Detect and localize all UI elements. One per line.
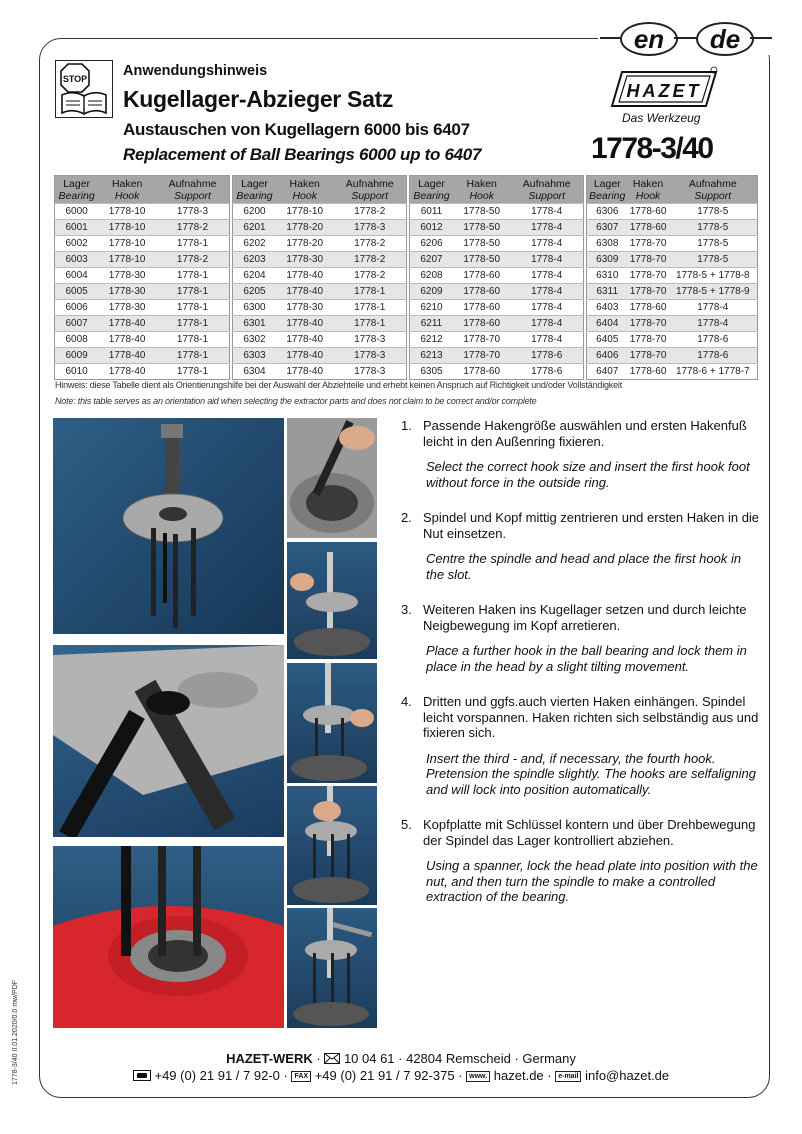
- mail-envelope-icon: [324, 1052, 340, 1067]
- table-row: [233, 364, 407, 380]
- table-cell: 1778-4: [510, 300, 583, 316]
- table-row: [233, 220, 407, 236]
- table-header-row: [587, 176, 758, 204]
- table-cell: 1778-60: [453, 364, 510, 380]
- table-cell: 6407: [587, 364, 628, 380]
- table-cell: 1778-50: [453, 220, 510, 236]
- table-cell: 1778-4: [510, 220, 583, 236]
- step-3: [401, 602, 761, 674]
- table-cell: 1778-5: [669, 204, 758, 220]
- table-cell: 6207: [410, 252, 454, 268]
- step-text-en: Place a further hook in the ball bearing and lock them in place in the head by a slight tilting movement.: [426, 643, 747, 674]
- table-row: [410, 252, 584, 268]
- table-cell: 1778-40: [276, 284, 333, 300]
- table-cell: 1778-3: [333, 332, 406, 348]
- table-cell: 1778-70: [628, 284, 669, 300]
- table-cell: 1778-30: [98, 300, 156, 316]
- table-cell: 1778-3: [156, 204, 230, 220]
- footer-address-line: HAZET-WERK · 10 04 61 · 42804 Remscheid · Germany: [226, 1051, 576, 1066]
- table-cell: 6204: [233, 268, 277, 284]
- table-cell: 6209: [410, 284, 454, 300]
- table-row: [55, 300, 230, 316]
- table-cell: 1778-4: [510, 252, 583, 268]
- table-cell: 1778-40: [98, 332, 156, 348]
- header-hook: Haken Hook: [98, 176, 156, 204]
- table-row: [55, 316, 230, 332]
- table-cell: 1778-70: [628, 332, 669, 348]
- footer-contact-line: [0, 1068, 802, 1084]
- header-bearing: Lager Bearing: [587, 176, 628, 204]
- table-cell: 6304: [233, 364, 277, 380]
- table-cell: 1778-1: [156, 316, 230, 332]
- table-row: [587, 284, 758, 300]
- table-cell: 1778-30: [98, 284, 156, 300]
- table-cell: 6010: [55, 364, 99, 380]
- table-row: [410, 300, 584, 316]
- photo-red-stand: [53, 846, 284, 1028]
- table-cell: 6007: [55, 316, 99, 332]
- table-cell: 6203: [233, 252, 277, 268]
- subtitle-en: Replacement of Ball Bearings 6000 up to 6407: [123, 145, 482, 164]
- table-row: [587, 268, 758, 284]
- table-cell: 1778-3: [333, 220, 406, 236]
- bearing-table-2: [232, 175, 407, 380]
- footer-company: HAZET-WERK: [226, 1051, 313, 1066]
- table-cell: 6307: [587, 220, 628, 236]
- step-4: [401, 694, 761, 797]
- table-cell: 1778-50: [453, 252, 510, 268]
- photo-step-3: [287, 663, 377, 783]
- footer-address: 10 04 61 · 42804 Remscheid · Germany: [343, 1051, 576, 1066]
- table-cell: 1778-5: [669, 252, 758, 268]
- table-row: [233, 236, 407, 252]
- table-cell: 6311: [587, 284, 628, 300]
- table-row: [233, 268, 407, 284]
- table-row: [233, 332, 407, 348]
- photo-puller-set: [53, 418, 284, 634]
- table-cell: 1778-2: [156, 220, 230, 236]
- fax-icon: FAX: [291, 1071, 311, 1082]
- table-cell: 1778-70: [628, 316, 669, 332]
- table-cell: 6012: [410, 220, 454, 236]
- table-cell: 6403: [587, 300, 628, 316]
- table-row: [55, 268, 230, 284]
- step-text-en: Insert the third - and, if necessary, the fourth hook. Pretension the spindle slightly. The hooks are selfaligning and will lock into position automatically.: [426, 750, 757, 797]
- table-cell: 1778-10: [276, 204, 333, 220]
- table-cell: 6305: [410, 364, 454, 380]
- table-cell: 1778-1: [333, 300, 406, 316]
- header-support: Aufnahme Support: [333, 176, 406, 204]
- table-row: [587, 332, 758, 348]
- email-icon: e-mail: [555, 1071, 581, 1082]
- bearing-table-4: [586, 175, 758, 380]
- table-cell: 1778-60: [628, 300, 669, 316]
- table-cell: 1778-50: [453, 236, 510, 252]
- table-cell: 1778-2: [333, 204, 406, 220]
- header-bearing: Lager Bearing: [55, 176, 99, 204]
- table-row: [410, 220, 584, 236]
- step-text-en: Select the correct hook size and insert the first hook foot without force in the outside ring.: [426, 459, 750, 490]
- table-row: [233, 284, 407, 300]
- table-cell: 1778-5 + 1778-8: [669, 268, 758, 284]
- table-cell: 1778-70: [628, 268, 669, 284]
- table-cell: 6008: [55, 332, 99, 348]
- table-header-row: [410, 176, 584, 204]
- header-hook: Haken Hook: [276, 176, 333, 204]
- step-text-en: Using a spanner, lock the head plate into position with the nut, and then turn the spindle to make a controlled extraction of the bearing.: [426, 858, 758, 904]
- table-row: [410, 348, 584, 364]
- photo-step-2: [287, 542, 377, 659]
- lang-line-right: [750, 37, 772, 39]
- table-cell: 1778-1: [333, 284, 406, 300]
- photo-closeup-hook: [53, 645, 284, 837]
- table-cell: 1778-4: [510, 284, 583, 300]
- table-cell: 1778-1: [156, 348, 230, 364]
- table-cell: 1778-3: [333, 348, 406, 364]
- table-row: [233, 300, 407, 316]
- table-cell: 1778-1: [156, 364, 230, 380]
- table-header-row: [55, 176, 230, 204]
- table-cell: 1778-70: [628, 252, 669, 268]
- header-support: Aufnahme Support: [156, 176, 230, 204]
- step-2: [401, 510, 761, 582]
- step-number: 5.: [401, 817, 412, 832]
- table-cell: 6005: [55, 284, 99, 300]
- table-cell: 6006: [55, 300, 99, 316]
- header-bearing: Lager Bearing: [233, 176, 277, 204]
- table-cell: 6208: [410, 268, 454, 284]
- table-cell: 1778-60: [453, 316, 510, 332]
- stop-book-icon: [55, 60, 113, 118]
- lang-line-left: [600, 37, 620, 39]
- lang-de-badge[interactable]: de: [696, 22, 754, 56]
- table-row: [233, 316, 407, 332]
- table-cell: 1778-40: [276, 332, 333, 348]
- photo-step-5: [287, 908, 377, 1028]
- table-cell: 1778-60: [628, 220, 669, 236]
- table-cell: 1778-1: [156, 300, 230, 316]
- table-cell: 6200: [233, 204, 277, 220]
- doc-label: Anwendungshinweis: [123, 63, 268, 79]
- step-5: [401, 817, 761, 905]
- table-cell: 6308: [587, 236, 628, 252]
- table-row: [587, 300, 758, 316]
- step-number: 4.: [401, 694, 412, 709]
- table-cell: 1778-50: [453, 204, 510, 220]
- table-cell: 1778-1: [156, 268, 230, 284]
- instruction-steps: [401, 418, 761, 925]
- table-cell: 1778-6 + 1778-7: [669, 364, 758, 380]
- header-hook: Haken Hook: [453, 176, 510, 204]
- table-cell: 1778-40: [276, 316, 333, 332]
- table-cell: 1778-3: [333, 364, 406, 380]
- footer-web[interactable]: hazet.de ·: [493, 1068, 552, 1083]
- table-cell: 1778-1: [156, 332, 230, 348]
- bearing-table-1: [54, 175, 230, 380]
- note-de: Hinweis: diese Tabelle dient als Orientierungshilfe bei der Auswahl der Abziehteile und erhebt keinen Anspruch auf Richtigkeit und/oder Vollständigkeit: [55, 380, 623, 390]
- step-1: [401, 418, 761, 490]
- table-cell: 1778-4: [510, 332, 583, 348]
- table-cell: 1778-10: [98, 204, 156, 220]
- table-cell: 1778-30: [98, 268, 156, 284]
- table-cell: 1778-10: [98, 252, 156, 268]
- table-row: [587, 364, 758, 380]
- article-number: 1778-3/40: [591, 132, 713, 165]
- table-row: [410, 236, 584, 252]
- table-row: [410, 284, 584, 300]
- page-title: Kugellager-Abzieger Satz: [123, 86, 394, 112]
- table-cell: 6004: [55, 268, 99, 284]
- header-hook: Haken Hook: [628, 176, 669, 204]
- table-cell: 1778-6: [669, 348, 758, 364]
- table-cell: 1778-30: [276, 252, 333, 268]
- table-cell: 6212: [410, 332, 454, 348]
- table-row: [55, 332, 230, 348]
- table-row: [55, 204, 230, 220]
- document-code: 1778-3/40 II.01.2020/0.0 mw/PDF: [12, 979, 19, 1085]
- header-support: Aufnahme Support: [510, 176, 583, 204]
- table-cell: 1778-5 + 1778-9: [669, 284, 758, 300]
- table-cell: 6011: [410, 204, 454, 220]
- step-text-en: Centre the spindle and head and place the first hook in the slot.: [426, 551, 742, 582]
- table-row: [587, 316, 758, 332]
- step-text-de: Weiteren Haken ins Kugellager setzen und durch leichte Neigbewegung im Kopf arretieren.: [423, 602, 747, 633]
- table-cell: 1778-6: [510, 364, 583, 380]
- table-cell: 1778-60: [453, 268, 510, 284]
- table-cell: 1778-4: [669, 316, 758, 332]
- table-cell: 6302: [233, 332, 277, 348]
- svg-text:STOP: STOP: [62, 74, 88, 84]
- table-cell: 6210: [410, 300, 454, 316]
- table-row: [55, 220, 230, 236]
- table-cell: 1778-4: [510, 236, 583, 252]
- subtitle-de: Austauschen von Kugellagern 6000 bis 6407: [123, 120, 470, 139]
- table-row: [55, 364, 230, 380]
- table-cell: 1778-6: [669, 332, 758, 348]
- table-cell: 1778-1: [333, 316, 406, 332]
- table-cell: 1778-10: [98, 236, 156, 252]
- svg-text:HAZET: HAZET: [626, 81, 702, 101]
- table-cell: 1778-5: [669, 236, 758, 252]
- table-cell: 1778-4: [669, 300, 758, 316]
- table-row: [233, 252, 407, 268]
- table-cell: 6201: [233, 220, 277, 236]
- step-text-de: Spindel und Kopf mittig zentrieren und ersten Haken in die Nut einsetzen.: [423, 510, 760, 541]
- logo-tagline: Das Werkzeug: [622, 111, 701, 125]
- table-cell: 1778-70: [628, 348, 669, 364]
- table-row: [410, 332, 584, 348]
- table-cell: 6000: [55, 204, 99, 220]
- table-cell: 1778-2: [333, 252, 406, 268]
- table-cell: 1778-60: [628, 364, 669, 380]
- table-cell: 6001: [55, 220, 99, 236]
- table-row: [55, 348, 230, 364]
- table-cell: 1778-60: [628, 204, 669, 220]
- table-cell: 1778-70: [453, 348, 510, 364]
- table-row: [410, 204, 584, 220]
- table-row: [587, 348, 758, 364]
- photo-step-1: [287, 418, 377, 538]
- step-text-de: Kopfplatte mit Schlüssel kontern und über Drehbewegung der Spindel das Lager kontrolliert abziehen.: [423, 817, 756, 848]
- photo-step-4: [287, 786, 377, 905]
- table-row: [233, 204, 407, 220]
- table-cell: 6213: [410, 348, 454, 364]
- table-cell: 1778-2: [333, 268, 406, 284]
- header-support: Aufnahme Support: [669, 176, 758, 204]
- step-number: 3.: [401, 602, 412, 617]
- table-cell: 1778-60: [453, 284, 510, 300]
- step-text-de: Passende Hakengröße auswählen und ersten Hakenfuß leicht in den Außenring fixieren.: [423, 418, 747, 449]
- table-cell: 1778-70: [453, 332, 510, 348]
- table-cell: 1778-6: [510, 348, 583, 364]
- table-cell: 6300: [233, 300, 277, 316]
- note-en: Note: this table serves as an orientation aid when selecting the extractor parts and does not claim to be correct and/or complete: [55, 396, 537, 406]
- table-cell: 1778-10: [98, 220, 156, 236]
- table-cell: 6009: [55, 348, 99, 364]
- www-icon: www.: [466, 1071, 490, 1082]
- bearing-table-3: [409, 175, 584, 380]
- table-cell: 1778-5: [669, 220, 758, 236]
- table-row: [55, 284, 230, 300]
- table-cell: 1778-1: [156, 284, 230, 300]
- footer-email[interactable]: info@hazet.de: [585, 1068, 670, 1083]
- table-cell: 1778-20: [276, 236, 333, 252]
- table-cell: 1778-4: [510, 204, 583, 220]
- header-bearing: Lager Bearing: [410, 176, 454, 204]
- table-cell: 6206: [410, 236, 454, 252]
- table-cell: 1778-2: [156, 252, 230, 268]
- table-cell: 1778-20: [276, 220, 333, 236]
- phone-icon: [133, 1069, 151, 1084]
- table-cell: 1778-40: [276, 268, 333, 284]
- hazet-logo: [608, 66, 720, 110]
- table-cell: 6310: [587, 268, 628, 284]
- table-cell: 1778-40: [98, 316, 156, 332]
- table-cell: 6003: [55, 252, 99, 268]
- table-cell: 6002: [55, 236, 99, 252]
- lang-en-badge[interactable]: en: [620, 22, 678, 56]
- table-cell: 6405: [587, 332, 628, 348]
- table-row: [587, 252, 758, 268]
- table-row: [587, 204, 758, 220]
- table-cell: 6202: [233, 236, 277, 252]
- table-cell: 6309: [587, 252, 628, 268]
- table-cell: 1778-2: [333, 236, 406, 252]
- lang-line-mid: [674, 37, 696, 39]
- table-row: [410, 268, 584, 284]
- step-text-de: Dritten und ggfs.auch vierten Haken einhängen. Spindel leicht vorspannen. Haken richten sich selbständig aus und fixieren sich.: [423, 694, 759, 740]
- table-row: [410, 364, 584, 380]
- footer-phone: +49 (0) 21 91 / 7 92-0 ·: [154, 1068, 288, 1083]
- table-cell: 6306: [587, 204, 628, 220]
- footer-fax: +49 (0) 21 91 / 7 92-375 ·: [314, 1068, 463, 1083]
- table-cell: 1778-40: [98, 364, 156, 380]
- table-cell: 1778-30: [276, 300, 333, 316]
- table-cell: 1778-1: [156, 236, 230, 252]
- table-cell: 6205: [233, 284, 277, 300]
- table-row: [410, 316, 584, 332]
- table-cell: 1778-70: [628, 236, 669, 252]
- step-number: 2.: [401, 510, 412, 525]
- table-cell: 6301: [233, 316, 277, 332]
- table-cell: 6211: [410, 316, 454, 332]
- table-cell: 1778-40: [98, 348, 156, 364]
- table-header-row: [233, 176, 407, 204]
- table-cell: 6404: [587, 316, 628, 332]
- table-cell: 1778-4: [510, 268, 583, 284]
- table-cell: 1778-60: [453, 300, 510, 316]
- table-row: [587, 236, 758, 252]
- step-number: 1.: [401, 418, 412, 433]
- table-cell: 1778-40: [276, 348, 333, 364]
- table-row: [55, 236, 230, 252]
- table-cell: 1778-4: [510, 316, 583, 332]
- table-row: [55, 252, 230, 268]
- table-row: [233, 348, 407, 364]
- table-cell: 6406: [587, 348, 628, 364]
- table-cell: 6303: [233, 348, 277, 364]
- table-row: [587, 220, 758, 236]
- table-cell: 1778-40: [276, 364, 333, 380]
